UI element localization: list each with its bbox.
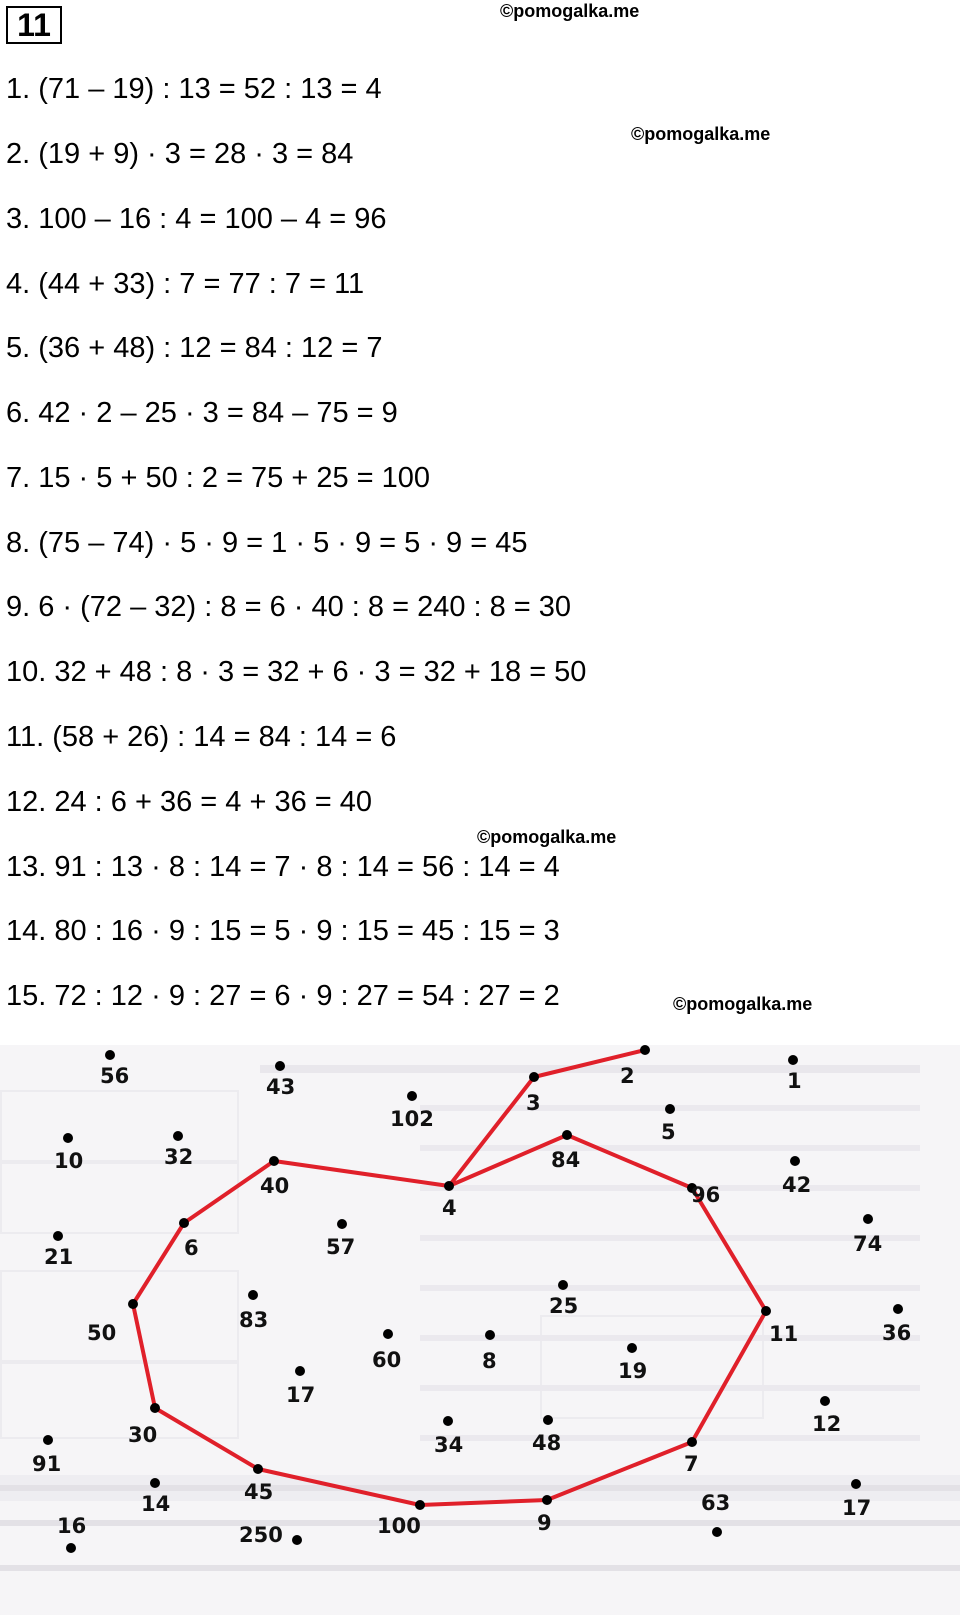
- puzzle-dot-label: 63: [701, 1491, 731, 1515]
- puzzle-dot: [269, 1156, 279, 1166]
- puzzle-dot: [128, 1299, 138, 1309]
- equation-line: 14. 80 : 16 · 9 : 15 = 5 · 9 : 15 = 45 : 15 = 3: [6, 915, 560, 947]
- puzzle-dot: [43, 1435, 53, 1445]
- puzzle-dot-label: 8: [482, 1349, 497, 1373]
- puzzle-dot: [63, 1133, 73, 1143]
- puzzle-dot-label: 25: [549, 1294, 579, 1318]
- puzzle-dot-label: 42: [782, 1173, 812, 1197]
- puzzle-dot: [173, 1131, 183, 1141]
- puzzle-dot-label: 250: [239, 1523, 283, 1547]
- puzzle-dot: [150, 1478, 160, 1488]
- puzzle-dot-label: 45: [244, 1480, 274, 1504]
- puzzle-dot-label: 9: [537, 1511, 552, 1535]
- puzzle-dot-label: 96: [691, 1183, 721, 1207]
- puzzle-dot-label: 21: [44, 1245, 74, 1269]
- puzzle-dot: [851, 1479, 861, 1489]
- puzzle-dot-label: 11: [769, 1322, 799, 1346]
- puzzle-dot: [444, 1181, 454, 1191]
- watermark: ©pomogalka.me: [673, 994, 813, 1014]
- puzzle-dot-label: 60: [372, 1348, 402, 1372]
- puzzle-dot: [562, 1130, 572, 1140]
- puzzle-dot-label: 4: [442, 1196, 457, 1220]
- puzzle-dot-label: 16: [57, 1514, 87, 1538]
- puzzle-dot: [105, 1050, 115, 1060]
- equation-line: 1. (71 – 19) : 13 = 52 : 13 = 4: [6, 73, 382, 105]
- puzzle-dot-label: 32: [164, 1145, 194, 1169]
- puzzle-dot-label: 7: [684, 1452, 699, 1476]
- puzzle-dot: [407, 1091, 417, 1101]
- puzzle-dot: [337, 1219, 347, 1229]
- puzzle-dot: [485, 1330, 495, 1340]
- puzzle-dot: [788, 1055, 798, 1065]
- puzzle-dot: [558, 1280, 568, 1290]
- puzzle-dot-label: 3: [526, 1091, 541, 1115]
- puzzle-dot: [415, 1500, 425, 1510]
- puzzle-dot-label: 56: [100, 1064, 130, 1088]
- puzzle-dot-label: 10: [54, 1149, 84, 1173]
- puzzle-dot: [893, 1304, 903, 1314]
- puzzle-dot-label: 5: [661, 1120, 676, 1144]
- equation-line: 9. 6 · (72 – 32) : 8 = 6 · 40 : 8 = 240 : 8 = 30: [6, 591, 572, 623]
- puzzle-dot-label: 17: [842, 1496, 872, 1520]
- puzzle-dot-label: 57: [326, 1235, 356, 1259]
- puzzle-dot-label: 48: [532, 1431, 562, 1455]
- puzzle-dot: [443, 1416, 453, 1426]
- puzzle-dot: [665, 1104, 675, 1114]
- dot-puzzle-picture: [0, 1045, 960, 1615]
- equation-line: 6. 42 · 2 – 25 · 3 = 84 – 75 = 9: [6, 397, 398, 429]
- watermark: ©pomogalka.me: [500, 1, 640, 21]
- puzzle-dot-label: 19: [618, 1359, 648, 1383]
- puzzle-dot-label: 50: [87, 1321, 117, 1345]
- puzzle-dot-label: 102: [390, 1107, 434, 1131]
- puzzle-dot: [179, 1218, 189, 1228]
- puzzle-dot: [66, 1543, 76, 1553]
- puzzle-dot: [150, 1403, 160, 1413]
- equation-line: 8. (75 – 74) · 5 · 9 = 1 · 5 · 9 = 5 · 9 = 45: [6, 527, 528, 559]
- puzzle-dot-label: 30: [128, 1423, 158, 1447]
- puzzle-dot: [248, 1290, 258, 1300]
- puzzle-dot: [640, 1045, 650, 1055]
- equation-line: 3. 100 – 16 : 4 = 100 – 4 = 96: [6, 203, 387, 235]
- task-number: 11: [6, 6, 62, 44]
- equation-line: 4. (44 + 33) : 7 = 77 : 7 = 11: [6, 268, 365, 300]
- puzzle-dot: [790, 1156, 800, 1166]
- puzzle-dot-label: 17: [286, 1383, 316, 1407]
- puzzle-dot-label: 43: [266, 1075, 296, 1099]
- equation-line: 10. 32 + 48 : 8 · 3 = 32 + 6 · 3 = 32 + 18 = 50: [6, 656, 587, 688]
- equation-line: 11. (58 + 26) : 14 = 84 : 14 = 6: [6, 721, 397, 753]
- watermark: ©pomogalka.me: [631, 124, 771, 144]
- puzzle-dot: [712, 1527, 722, 1537]
- dot-puzzle-svg: [0, 1045, 960, 1615]
- equation-line: 5. (36 + 48) : 12 = 84 : 12 = 7: [6, 332, 383, 364]
- puzzle-dot-label: 1: [787, 1069, 802, 1093]
- puzzle-dot-label: 12: [812, 1412, 842, 1436]
- puzzle-dot: [292, 1535, 302, 1545]
- puzzle-dot: [529, 1072, 539, 1082]
- puzzle-dot-label: 83: [239, 1308, 269, 1332]
- puzzle-dot-label: 91: [32, 1452, 62, 1476]
- puzzle-dot: [253, 1464, 263, 1474]
- puzzle-dot: [295, 1366, 305, 1376]
- equation-line: 7. 15 · 5 + 50 : 2 = 75 + 25 = 100: [6, 462, 431, 494]
- puzzle-dot-label: 34: [434, 1433, 464, 1457]
- puzzle-dot-label: 14: [141, 1492, 171, 1516]
- puzzle-dot-label: 6: [184, 1236, 199, 1260]
- puzzle-dot-label: 2: [620, 1064, 635, 1088]
- puzzle-dot-label: 84: [551, 1148, 581, 1172]
- puzzle-dot: [820, 1396, 830, 1406]
- puzzle-dot: [687, 1437, 697, 1447]
- puzzle-dot: [275, 1061, 285, 1071]
- puzzle-dot: [863, 1214, 873, 1224]
- puzzle-dot: [761, 1306, 771, 1316]
- puzzle-dot: [53, 1231, 63, 1241]
- puzzle-dot-label: 100: [377, 1514, 421, 1538]
- equation-line: 12. 24 : 6 + 36 = 4 + 36 = 40: [6, 786, 373, 818]
- equation-line: 15. 72 : 12 · 9 : 27 = 6 · 9 : 27 = 54 : 27 = 2: [6, 980, 560, 1012]
- equation-line: 13. 91 : 13 · 8 : 14 = 7 · 8 : 14 = 56 : 14 = 4: [6, 851, 560, 883]
- puzzle-dot: [627, 1343, 637, 1353]
- puzzle-dot-label: 40: [260, 1174, 290, 1198]
- watermark: ©pomogalka.me: [477, 827, 617, 847]
- puzzle-dot-label: 74: [853, 1232, 883, 1256]
- puzzle-dot: [383, 1329, 393, 1339]
- equation-line: 2. (19 + 9) · 3 = 28 · 3 = 84: [6, 138, 354, 170]
- puzzle-dot: [542, 1495, 552, 1505]
- puzzle-dot: [543, 1415, 553, 1425]
- puzzle-dot-label: 36: [882, 1321, 912, 1345]
